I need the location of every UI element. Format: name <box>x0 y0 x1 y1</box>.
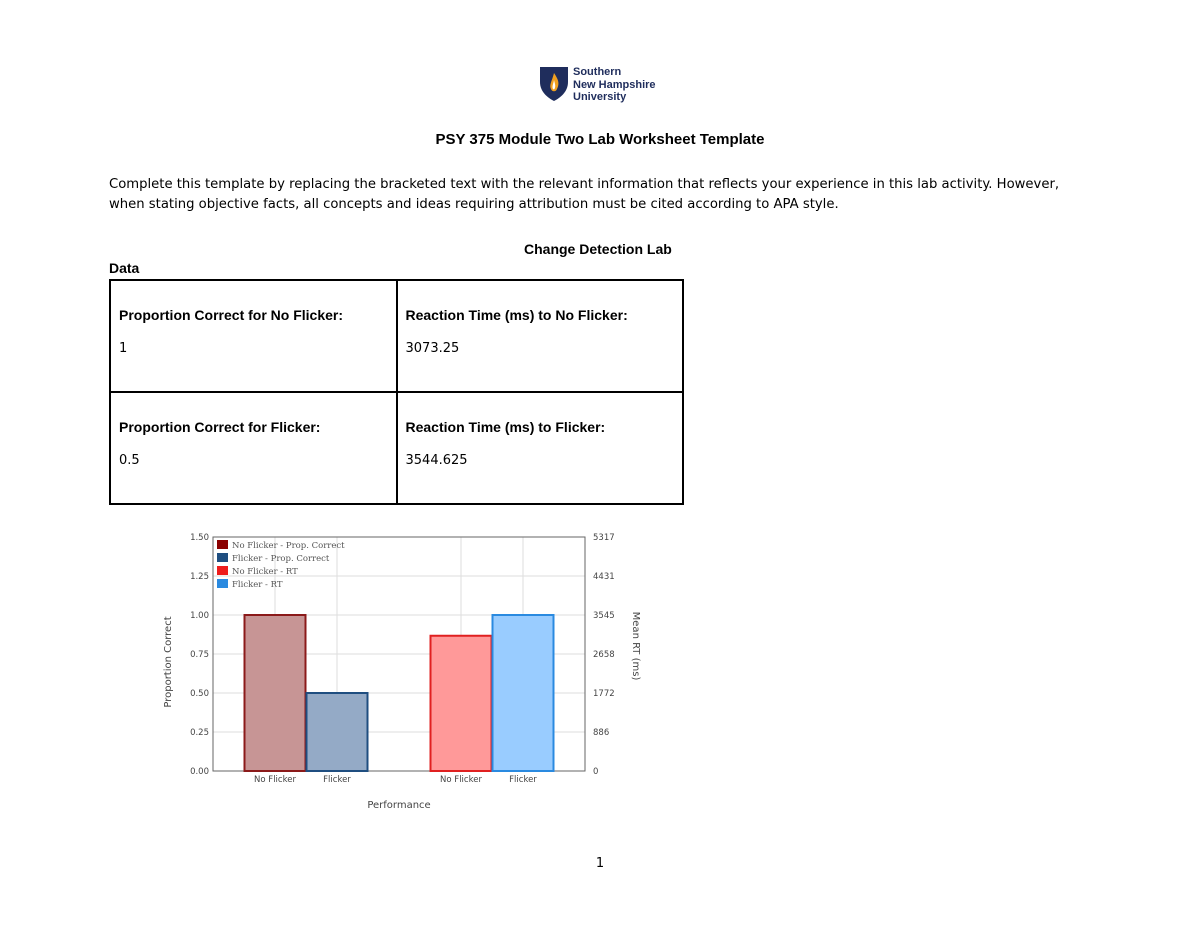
y2-tick-label: 3545 <box>593 611 615 621</box>
data-heading: Data <box>109 260 140 276</box>
shield-flame-icon <box>539 66 569 102</box>
y-tick-label: 0.25 <box>190 728 209 738</box>
bar <box>307 693 368 771</box>
page-title: PSY 375 Module Two Lab Worksheet Template <box>435 131 765 148</box>
y2-tick-label: 4431 <box>593 572 615 582</box>
legend-swatch <box>217 579 228 588</box>
y-tick-label: 0.50 <box>190 689 209 699</box>
cell-label: Reaction Time (ms) to No Flicker: <box>405 307 628 323</box>
bar <box>493 615 554 771</box>
legend-swatch <box>217 540 228 549</box>
x-tick-label: No Flicker <box>254 775 296 785</box>
performance-chart <box>155 525 655 820</box>
cell-label: Proportion Correct for No Flicker: <box>119 307 344 323</box>
bar <box>431 636 492 771</box>
table-cell <box>110 280 397 392</box>
y-tick-label: 1.50 <box>190 533 209 543</box>
y2-axis-title: Mean RT (ms) <box>630 611 641 681</box>
table-row <box>110 392 683 504</box>
table-row <box>110 280 683 392</box>
x-tick-label: Flicker <box>323 775 351 785</box>
legend-label: No Flicker - Prop. Correct <box>232 541 345 551</box>
cell-label: Proportion Correct for Flicker: <box>119 419 321 435</box>
page-number: 1 <box>595 856 605 871</box>
table-cell <box>397 280 684 392</box>
logo-wordmark <box>573 66 656 104</box>
legend-label: Flicker - Prop. Correct <box>232 554 330 564</box>
x-tick-label: No Flicker <box>440 775 482 785</box>
y2-tick-label: 0 <box>593 767 599 777</box>
intro-paragraph: Complete this template by replacing the bracketed text with the relevant information that reflects your experience in this lab activity. However, when stating objective facts, all concepts and ideas requiring attribution must be cited according to APA style. <box>109 177 1060 212</box>
cell-value: 3544.625 <box>405 453 468 468</box>
legend-swatch <box>217 566 228 575</box>
y-axis-title: Proportion Correct <box>163 616 174 708</box>
logo-line-2: New Hampshire <box>573 78 656 91</box>
y2-tick-label: 886 <box>593 728 610 738</box>
x-tick-label: Flicker <box>509 775 537 785</box>
cell-value: 1 <box>119 341 128 356</box>
logo-line-3: University <box>573 91 627 103</box>
x-axis-title: Performance <box>367 800 431 811</box>
lab-heading: Change Detection Lab <box>524 241 672 257</box>
cell-label: Reaction Time (ms) to Flicker: <box>405 419 606 435</box>
y-tick-label: 0.75 <box>190 650 209 660</box>
y2-tick-label: 1772 <box>593 689 615 699</box>
bar <box>245 615 306 771</box>
y2-tick-label: 2658 <box>593 650 615 660</box>
university-logo <box>539 66 669 106</box>
legend-label: Flicker - RT <box>232 580 283 590</box>
table-cell <box>397 392 684 504</box>
y-tick-label: 0.00 <box>190 767 209 777</box>
legend-label: No Flicker - RT <box>232 567 298 577</box>
results-table <box>109 279 684 505</box>
cell-value: 3073.25 <box>405 341 460 356</box>
table-cell <box>110 392 397 504</box>
y-tick-label: 1.00 <box>190 611 209 621</box>
y-tick-label: 1.25 <box>190 572 209 582</box>
cell-value: 0.5 <box>119 453 140 468</box>
logo-line-1: Southern <box>573 66 622 78</box>
legend-swatch <box>217 553 228 562</box>
y2-tick-label: 5317 <box>593 533 615 543</box>
